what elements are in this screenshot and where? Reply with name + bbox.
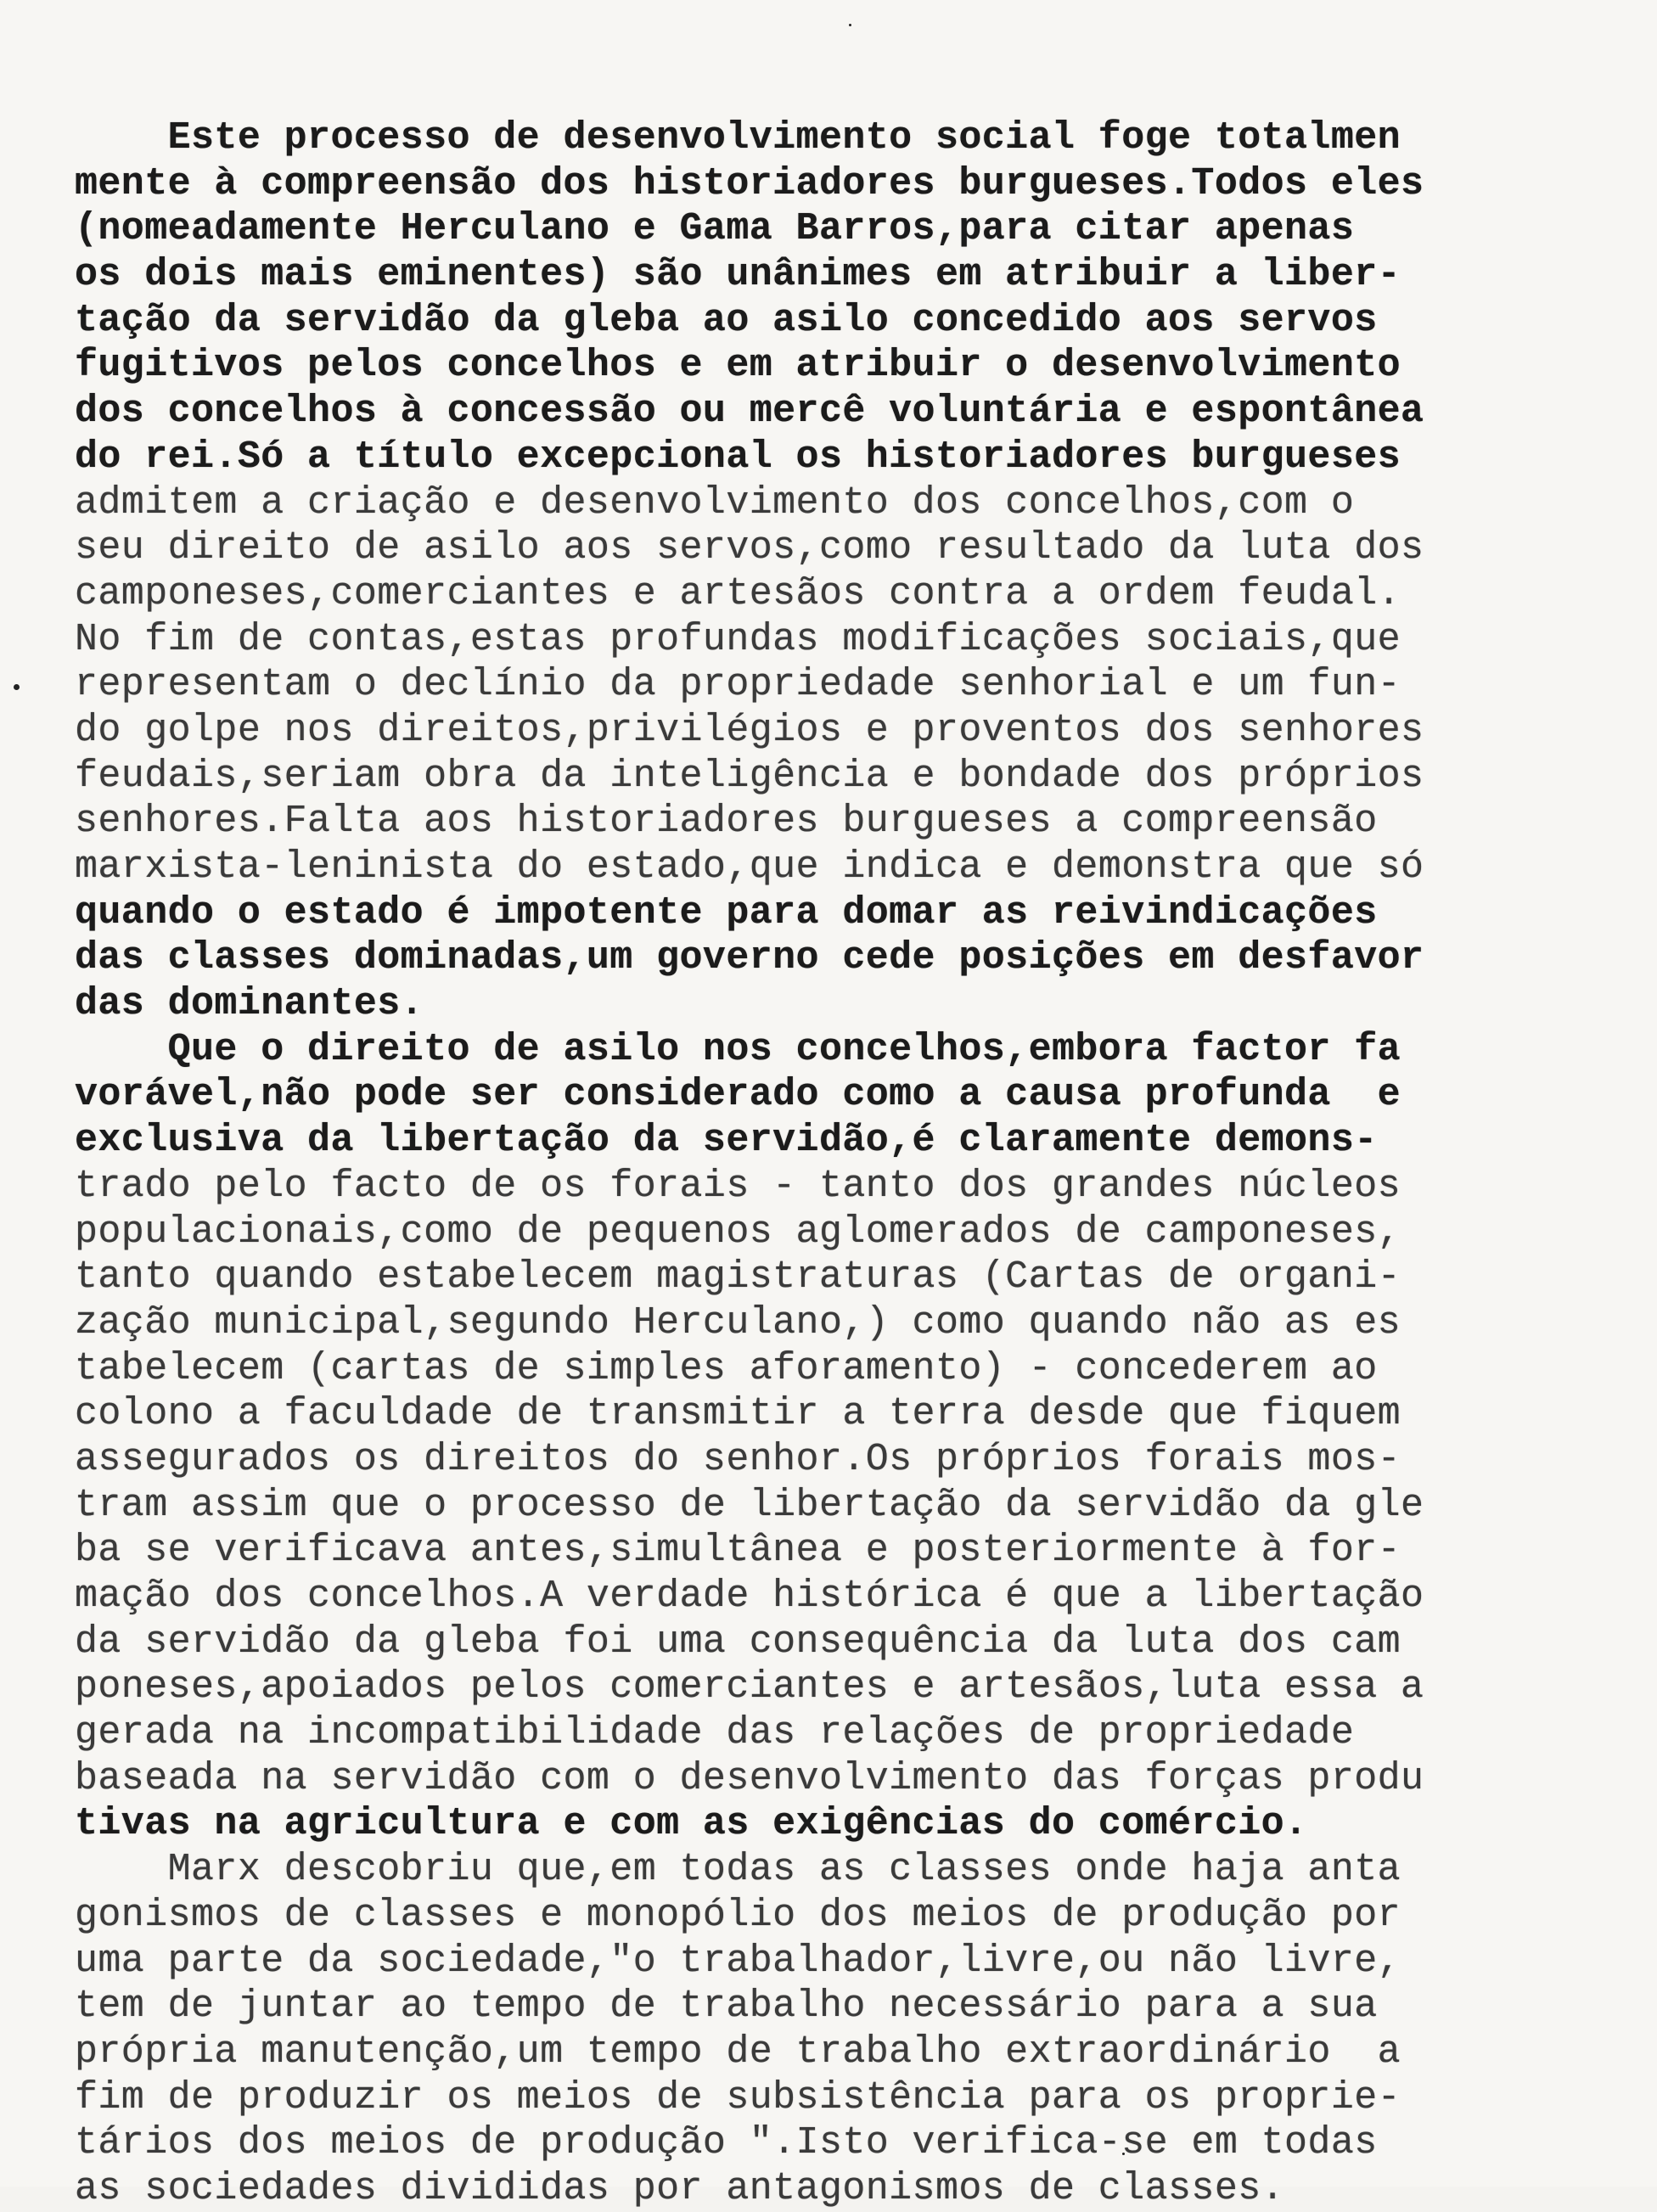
text-line: marxista-leninista do estado,que indica e demonstra que só	[75, 845, 1424, 889]
text-line: própria manutenção,um tempo de trabalho extraordinário a	[75, 2030, 1401, 2074]
text-line: admitem a criação e desenvolvimento dos concelhos,com o	[75, 480, 1355, 525]
text-line: tabelecem (cartas de simples aforamento) - concederem ao	[75, 1346, 1378, 1390]
text-line: mação dos concelhos.A verdade histórica é que a libertação	[75, 1575, 1424, 1618]
text-line: uma parte da sociedade,"o trabalhador,livre,ou não livre,	[75, 1939, 1401, 1983]
text-line: Marx descobriu que,em todas as classes onde haja anta	[75, 1848, 1401, 1892]
text-line: tram assim que o processo de libertação da servidão da gle	[75, 1483, 1424, 1527]
text-line: as sociedades divididas por antagonismos de classes.	[75, 2166, 1285, 2210]
text-line: da servidão da gleba foi uma consequência da luta dos cam	[75, 1620, 1401, 1664]
text-line: do rei.Só a título excepcional os historiadores burgueses	[75, 435, 1401, 479]
document-body	[75, 115, 1603, 2212]
text-line: mente à compreensão dos historiadores burgueses.Todos eles	[75, 161, 1424, 205]
text-line: No fim de contas,estas profundas modificações sociais,que	[75, 617, 1401, 661]
text-line: exclusiva da libertação da servidão,é claramente demons-	[75, 1119, 1378, 1163]
text-line: os dois mais eminentes) são unânimes em atribuir a liber-	[75, 253, 1401, 297]
text-line: vorável,não pode ser considerado como a causa profunda e	[75, 1073, 1401, 1117]
text-line: das dominantes.	[75, 982, 424, 1026]
text-line: do golpe nos direitos,privilégios e proventos dos senhores	[75, 708, 1424, 752]
text-line: (nomeadamente Herculano e Gama Barros,para citar apenas	[75, 207, 1355, 251]
text-line: quando o estado é impotente para domar as reivindicações	[75, 890, 1378, 935]
text-line: baseada na servidão com o desenvolvimento das forças produ	[75, 1756, 1424, 1800]
ink-speck	[849, 24, 851, 26]
text-line: Este processo de desenvolvimento social foge totalmen	[75, 116, 1401, 160]
text-line: tanto quando estabelecem magistraturas (Cartas de organi-	[75, 1255, 1401, 1300]
text-line: senhores.Falta aos historiadores burgueses a compreensão	[75, 800, 1378, 844]
text-line: gonismos de classes e monopólio dos meios de produção por	[75, 1893, 1401, 1937]
text-line: gerada na incompatibilidade das relações de propriedade	[75, 1711, 1355, 1755]
text-line: feudais,seriam obra da inteligência e bondade dos próprios	[75, 754, 1424, 798]
text-line: populacionais,como de pequenos aglomerados de camponeses,	[75, 1210, 1401, 1254]
text-line: dos concelhos à concessão ou mercê voluntária e espontânea	[75, 390, 1424, 434]
text-line: poneses,apoiados pelos comerciantes e artesãos,luta essa a	[75, 1665, 1424, 1710]
text-line: tem de juntar ao tempo de trabalho necessário para a sua	[75, 1985, 1378, 2029]
text-line: representam o declínio da propriedade senhorial e um fun-	[75, 663, 1401, 707]
text-line: ba se verificava antes,simultânea e posteriormente à for-	[75, 1529, 1401, 1573]
text-line: colono a faculdade de transmitir a terra desde que fiquem	[75, 1392, 1401, 1436]
text-line: camponeses,comerciantes e artesãos contra a ordem feudal.	[75, 571, 1401, 615]
text-line: trado pelo facto de os forais - tanto dos grandes núcleos	[75, 1164, 1401, 1208]
text-line: tação da servidão da gleba ao asilo concedido aos servos	[75, 298, 1378, 342]
text-line: tivas na agricultura e com as exigências do comércio.	[75, 1802, 1308, 1846]
text-line: assegurados os direitos do senhor.Os próprios forais mos-	[75, 1437, 1401, 1481]
text-line: tários dos meios de produção ".Isto verifica-se em todas	[75, 2121, 1378, 2165]
text-line: Que o direito de asilo nos concelhos,embora factor fa	[75, 1027, 1401, 1071]
ink-speck	[14, 684, 20, 690]
text-line: das classes dominadas,um governo cede posições em desfavor	[75, 936, 1424, 980]
text-line: fim de produzir os meios de subsistência para os proprie-	[75, 2075, 1401, 2119]
text-line: fugitivos pelos concelhos e em atribuir o desenvolvimento	[75, 344, 1401, 388]
text-line: seu direito de asilo aos servos,como resultado da luta dos	[75, 526, 1424, 570]
text-line: zação municipal,segundo Herculano,) como quando não as es	[75, 1300, 1401, 1345]
